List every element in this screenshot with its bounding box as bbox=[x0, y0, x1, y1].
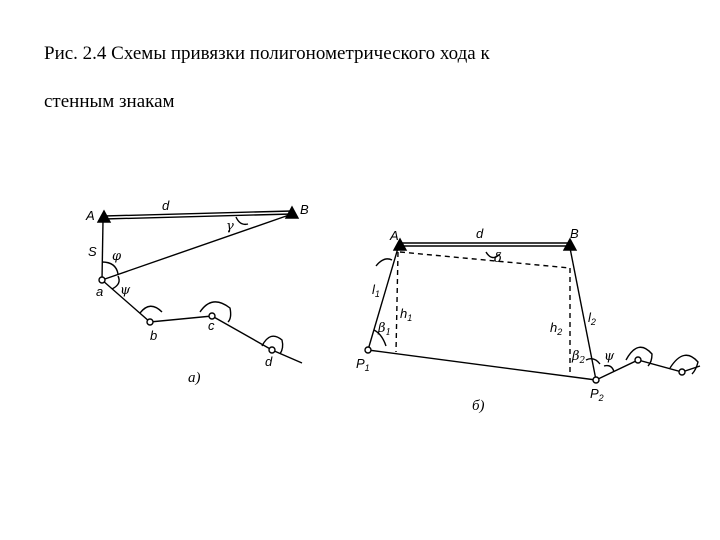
line-a-b bbox=[102, 214, 292, 280]
figure-b-caption: б) bbox=[472, 398, 485, 414]
label-p2: $P_2$ bbox=[590, 386, 604, 403]
label-side-d-b: d bbox=[476, 226, 484, 241]
line-p1-p2 bbox=[368, 350, 596, 380]
label-gamma: γ bbox=[226, 219, 234, 234]
arc-c bbox=[200, 302, 231, 322]
label-point-c: c bbox=[208, 318, 215, 333]
label-side-d: d bbox=[162, 198, 170, 213]
label-a-upper: A bbox=[86, 208, 95, 223]
label-l2: $l_2$ bbox=[588, 310, 596, 327]
label-h1: $h_1$ bbox=[400, 306, 413, 323]
label-psi-b: ψ bbox=[604, 349, 615, 364]
label-phi: φ bbox=[112, 249, 122, 264]
label-s: S bbox=[88, 244, 97, 259]
figure-b-labels bbox=[356, 226, 615, 414]
arc-delta-a bbox=[376, 259, 392, 266]
triangle-b bbox=[286, 207, 298, 218]
figure-a-labels bbox=[85, 198, 309, 386]
label-beta1: $\beta_1$ bbox=[378, 321, 392, 338]
point-p1 bbox=[365, 347, 371, 353]
label-b-upper: B bbox=[300, 202, 309, 217]
point-traverse-1 bbox=[635, 357, 641, 363]
point-p2 bbox=[593, 377, 599, 383]
point-b bbox=[147, 319, 153, 325]
label-p1: $P_1$ bbox=[356, 356, 370, 373]
arc-b bbox=[140, 306, 162, 313]
point-d bbox=[269, 347, 275, 353]
arc-psi-b bbox=[604, 366, 614, 372]
dashed-line-delta bbox=[400, 252, 570, 268]
caption-line-2: стенным знакам bbox=[44, 91, 175, 112]
label-a-b: A bbox=[390, 228, 399, 243]
arc-gamma bbox=[236, 217, 248, 224]
arc-psi bbox=[112, 276, 119, 289]
label-delta: δ bbox=[494, 251, 502, 266]
label-point-b: b bbox=[150, 328, 158, 343]
label-l1: $l_1$ bbox=[372, 282, 380, 299]
figure-b bbox=[365, 239, 700, 383]
label-point-a: a bbox=[96, 284, 104, 299]
label-h2: $h_2$ bbox=[550, 320, 563, 337]
point-a bbox=[99, 277, 105, 283]
point-traverse-2 bbox=[679, 369, 685, 375]
label-psi: ψ bbox=[120, 283, 131, 298]
label-point-d: d bbox=[265, 354, 273, 369]
line-h1 bbox=[396, 252, 398, 352]
line-s bbox=[102, 221, 103, 280]
label-b-b: B bbox=[570, 226, 579, 241]
figure-a-caption: а) bbox=[188, 370, 201, 386]
label-beta2: $\beta_2$ bbox=[572, 349, 586, 366]
caption-line-1: Рис. 2.4 Схемы привязки полигонометрического хода к bbox=[44, 43, 490, 64]
